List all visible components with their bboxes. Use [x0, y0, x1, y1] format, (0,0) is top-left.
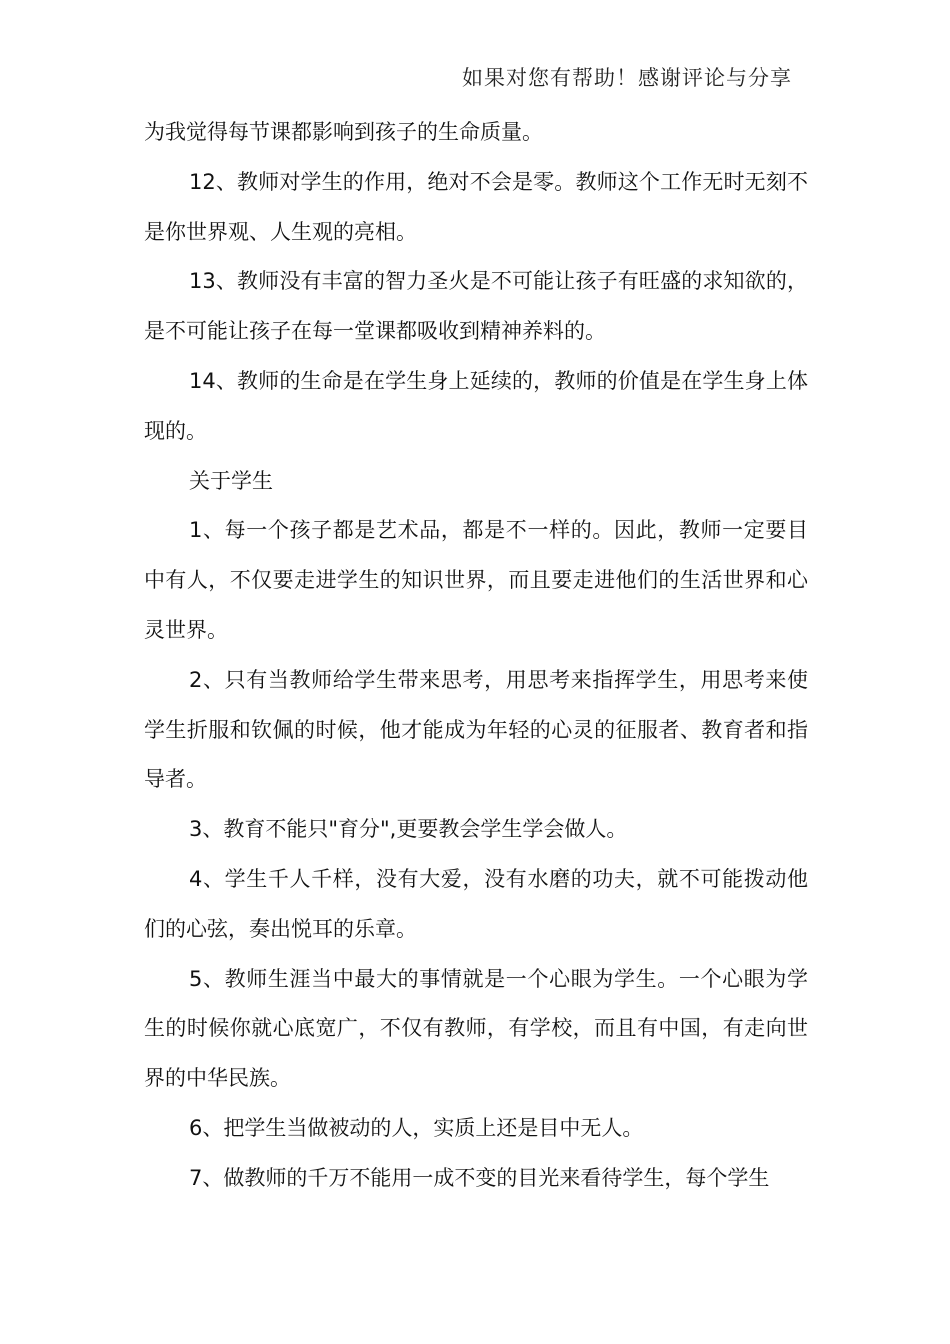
paragraph-2: 13、教师没有丰富的智力圣火是不可能让孩子有旺盛的求知欲的，是不可能让孩子在每一堂课都吸收到精神养料的。 — [144, 269, 808, 344]
paragraph-7: 3、教育不能只"育分",更要教会学生学会做人。 — [189, 817, 628, 842]
paragraph-3: 14、教师的生命是在学生身上延续的，教师的价值是在学生身上体现的。 — [144, 368, 808, 443]
paragraph-9: 5、教师生涯当中最大的事情就是一个心眼为学生。一个心眼为学生的时候你就心底宽广，不仅有教师，有学校，而且有中国，有走向世界的中华民族。 — [144, 966, 808, 1091]
paragraph-0: 为我觉得每节课都影响到孩子的生命质量。 — [144, 120, 543, 144]
section-heading: 关于学生 — [189, 468, 273, 493]
paragraph-5: 1、每一个孩子都是艺术品，都是不一样的。因此，教师一定要目中有人，不仅要走进学生的知识世界，而且要走进他们的生活世界和心灵世界。 — [144, 518, 808, 642]
paragraph-1: 12、教师对学生的作用，绝对不会是零。教师这个工作无时无刻不是你世界观、人生观的亮相。 — [144, 169, 808, 244]
page-header: 如果对您有帮助！感谢评论与分享 — [462, 66, 792, 90]
paragraph-6: 2、只有当教师给学生带来思考，用思考来指挥学生，用思考来使学生折服和钦佩的时候，他才能成为年轻的心灵的征服者、教育者和指导者。 — [144, 667, 808, 792]
paragraph-8: 4、学生千人千样，没有大爱，没有水磨的功夫，就不可能拨动他们的心弦，奏出悦耳的乐章。 — [144, 866, 808, 941]
document-body — [144, 108, 808, 1204]
paragraph-11: 7、做教师的千万不能用一成不变的目光来看待学生，每个学生 — [189, 1165, 770, 1190]
paragraph-10: 6、把学生当做被动的人，实质上还是目中无人。 — [189, 1115, 644, 1140]
